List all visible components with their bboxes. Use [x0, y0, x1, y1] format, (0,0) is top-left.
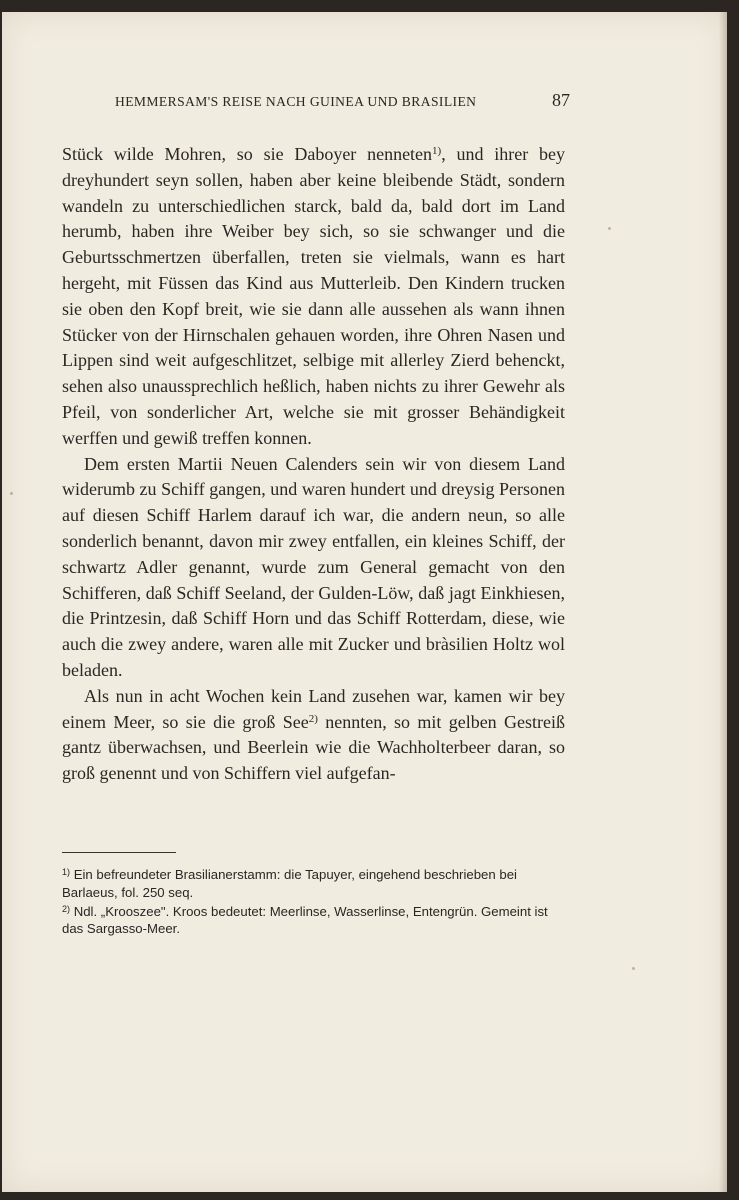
footnote — [62, 903, 565, 938]
page-edge-shadow — [719, 12, 727, 1192]
running-title: HEMMERSAM'S REISE NACH GUINEA UND BRASILIEN — [115, 94, 477, 109]
paragraph — [62, 684, 565, 787]
paragraph-text: Als nun in acht Wochen kein Land zusehen war, kamen wir bey einem Meer, so sie die groß See — [62, 685, 565, 732]
paragraph — [62, 452, 565, 684]
footnote-reference: 1) — [432, 145, 442, 157]
footnote-text: Ein befreundeter Brasilianerstamm: die Tapuyer, eingehend beschrieben bei Barlaeus, fol. 250 seq. — [62, 867, 517, 900]
footnotes — [62, 866, 565, 939]
footnote — [62, 866, 565, 901]
running-header — [115, 90, 570, 111]
footnote-mark: 2) — [62, 903, 71, 914]
paragraph-text: , und ihrer bey dreyhundert seyn sollen, haben aber keine bleibende Städt, sondern wandeln zu unterschiedlichen starck, bald da, bald dort im Land herumb, haben ihre Weiber bey sich, so sie schwanger und die Geburtsschmertzen überfallen, treten sie vielmals, wann es hart hergeht, mit Füssen das Kind aus Mutterleib. Den Kindern trucken sie oben den Kopf breit, wie sie dann alle aussehen als wann ihnen Stücker von der Hirnschalen gehauen worden, ihre Ohren Nasen und Lippen sind weit aufgeschlitzet, selbige mit allerley Zierd behenckt, sehen also unaussprechlich heßlich, haben nichts zu ihrer Gewehr als Pfeil, von sonderlicher Art, welche sie mit grosser Behändigkeit werffen und gewiß treffen konnen. — [62, 144, 565, 448]
paper-speck — [632, 967, 635, 970]
paragraph — [62, 142, 565, 452]
main-text — [62, 142, 565, 787]
footnote-reference: 2) — [308, 712, 318, 725]
paragraph-text: Stück wilde Mohren, so sie Daboyer nenneten — [62, 144, 433, 164]
footnote-mark: 1) — [62, 867, 71, 877]
paper-speck — [608, 227, 611, 230]
paper-speck — [10, 492, 13, 495]
page-number: 87 — [552, 90, 570, 110]
paragraph-text: nennten, so mit gelben Gestreiß gantz überwachsen, und Beerlein wie die Wachholterbeer daran, so groß genennt und von Schiffern viel aufgefan- — [62, 711, 565, 784]
footnote-rule — [62, 852, 176, 853]
footnote-text: Ndl. „Krooszee". Kroos bedeutet: Meerlinse, Wasserlinse, Entengrün. Gemeint ist das Sargasso-Meer. — [62, 903, 548, 936]
paragraph-text: Dem ersten Martii Neuen Calenders sein wir von diesem Land widerumb zu Schiff gangen, und waren hundert und dreysig Personen auf diesen Schiff Harlem darauf ich war, die andern neun, so alle sonderlich benannt, davon mir zwey entfallen, ein kleines Schiff, der schwartz Adler genannt, wurde zum General gemacht von den Schifferen, daß Schiff Seeland, der Gulden-Löw, daß jagt Einkhiesen, die Printzesin, daß Schiff Horn und das Schiff Rotterdam, diese, wie auch die zwey andere, waren alle mit Zucker und bràsilien Holtz wol beladen. — [62, 453, 565, 680]
